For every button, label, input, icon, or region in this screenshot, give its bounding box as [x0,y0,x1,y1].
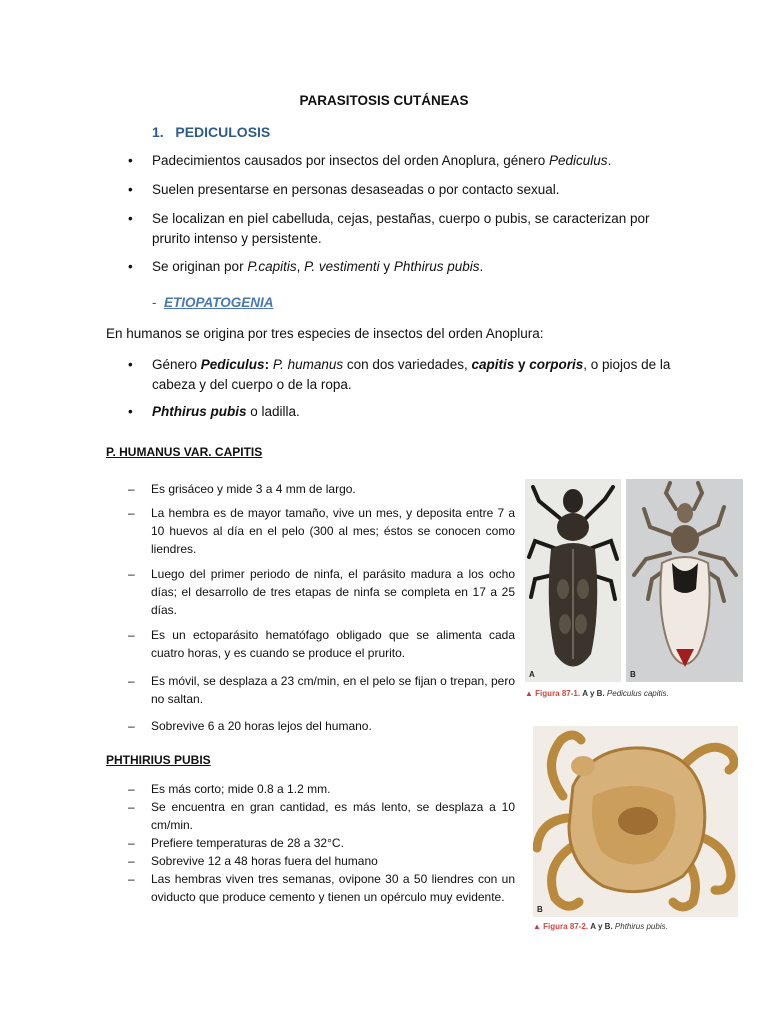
list-item: Luego del primer periodo de ninfa, el parásito madura a los ocho días; el desarrollo de tres etapas de ninfa se completa en 17 a 25 días. [151,567,515,617]
bullet-icon: • [128,211,133,226]
list-item: Phthirus pubis o ladilla. [152,404,300,419]
list-item: Es grisáceo y mide 3 a 4 mm de largo. [151,482,356,496]
list-item: Las hembras viven tres semanas, ovipone 30 a 50 liendres con un oviducto que produce cemento y tienen un opérculo muy evidente. [151,872,515,904]
list-item: Se localizan en piel cabelluda, cejas, pestañas, cuerpo o pubis, se caracterizan por prurito intenso y persistente. [152,211,650,246]
list-item: Es un ectoparásito hematófago obligado que se alimenta cada cuatro horas, y es cuando se produce el prurito. [151,628,515,660]
louse-light-icon [626,479,743,682]
dash-icon: – [128,854,135,868]
dash-icon: – [128,719,135,733]
dash-icon: – [128,800,135,814]
figure-label-b: B [630,670,636,679]
bullet-icon: • [128,153,133,168]
section-heading-pediculosis [152,124,270,140]
dash-icon: – [128,628,135,642]
list-item: Género Pediculus: P. humanus con dos variedades, capitis y corporis, o piojos de la cabeza y del cuerpo o de la ropa. [152,357,671,392]
list-item: Sobrevive 12 a 48 horas fuera del humano [151,854,378,868]
figure-pediculus-capitis-a [525,479,621,682]
figure-phthirus-pubis [533,726,738,917]
list-item: Es móvil, se desplaza a 23 cm/min, en el pelo se fijan o trepan, pero no saltan. [151,674,515,706]
document-title: PARASITOSIS CUTÁNEAS [299,93,469,108]
paragraph: En humanos se origina por tres especies de insectos del orden Anoplura: [106,326,544,341]
figure-label-a: A [529,670,535,679]
bullet-icon: • [128,357,133,372]
dash-icon: – [128,872,135,886]
bullet-icon: • [128,404,133,419]
dash-icon: – [128,567,135,581]
list-item: Es más corto; mide 0.8 a 1.2 mm. [151,782,331,796]
list-item: Suelen presentarse en personas desaseadas o por contacto sexual. [152,182,560,197]
list-item: Padecimientos causados por insectos del orden Anoplura, género Pediculus. [152,153,612,168]
section-heading-pubis: PHTHIRIUS PUBIS [106,753,211,767]
list-item: Sobrevive 6 a 20 horas lejos del humano. [151,719,372,733]
figure-caption: ▲ Figura 87-1. A y B. Pediculus capitis. [525,689,669,698]
section-number: 1. [152,124,164,140]
figure-label-b: B [537,905,543,914]
list-item: Se encuentra en gran cantidad, es más lento, se desplaza a 10 cm/min. [151,800,515,832]
caption-triangle-icon: ▲ [525,689,533,698]
subheading-etiopatogenia: - ETIOPATOGENIA [152,295,274,310]
section-heading-capitis: P. HUMANUS VAR. CAPITIS [106,445,263,459]
dash-icon: – [128,836,135,850]
crab-louse-icon [533,726,738,917]
bullet-icon: • [128,182,133,197]
figure-caption: ▲ Figura 87-2. A y B. Phthirus pubis. [533,922,668,931]
dash-icon: – [128,506,135,520]
caption-triangle-icon: ▲ [533,922,541,931]
section-title: PEDICULOSIS [175,124,271,140]
dash-icon: – [128,674,135,688]
list-item: Se originan por P.capitis, P. vestimenti y Phthirus pubis. [152,259,484,274]
dash-icon: – [128,482,135,496]
figure-pediculus-capitis-b [626,479,743,682]
list-item: Prefiere temperaturas de 28 a 32°C. [151,836,344,850]
list-item: La hembra es de mayor tamaño, vive un mes, y deposita entre 7 a 10 huevos al día en el pelo (300 al mes; éstos se conocen como liendres. [151,506,515,556]
bullet-icon: • [128,259,133,274]
dash-icon: – [128,782,135,796]
louse-dark-icon [525,479,621,682]
